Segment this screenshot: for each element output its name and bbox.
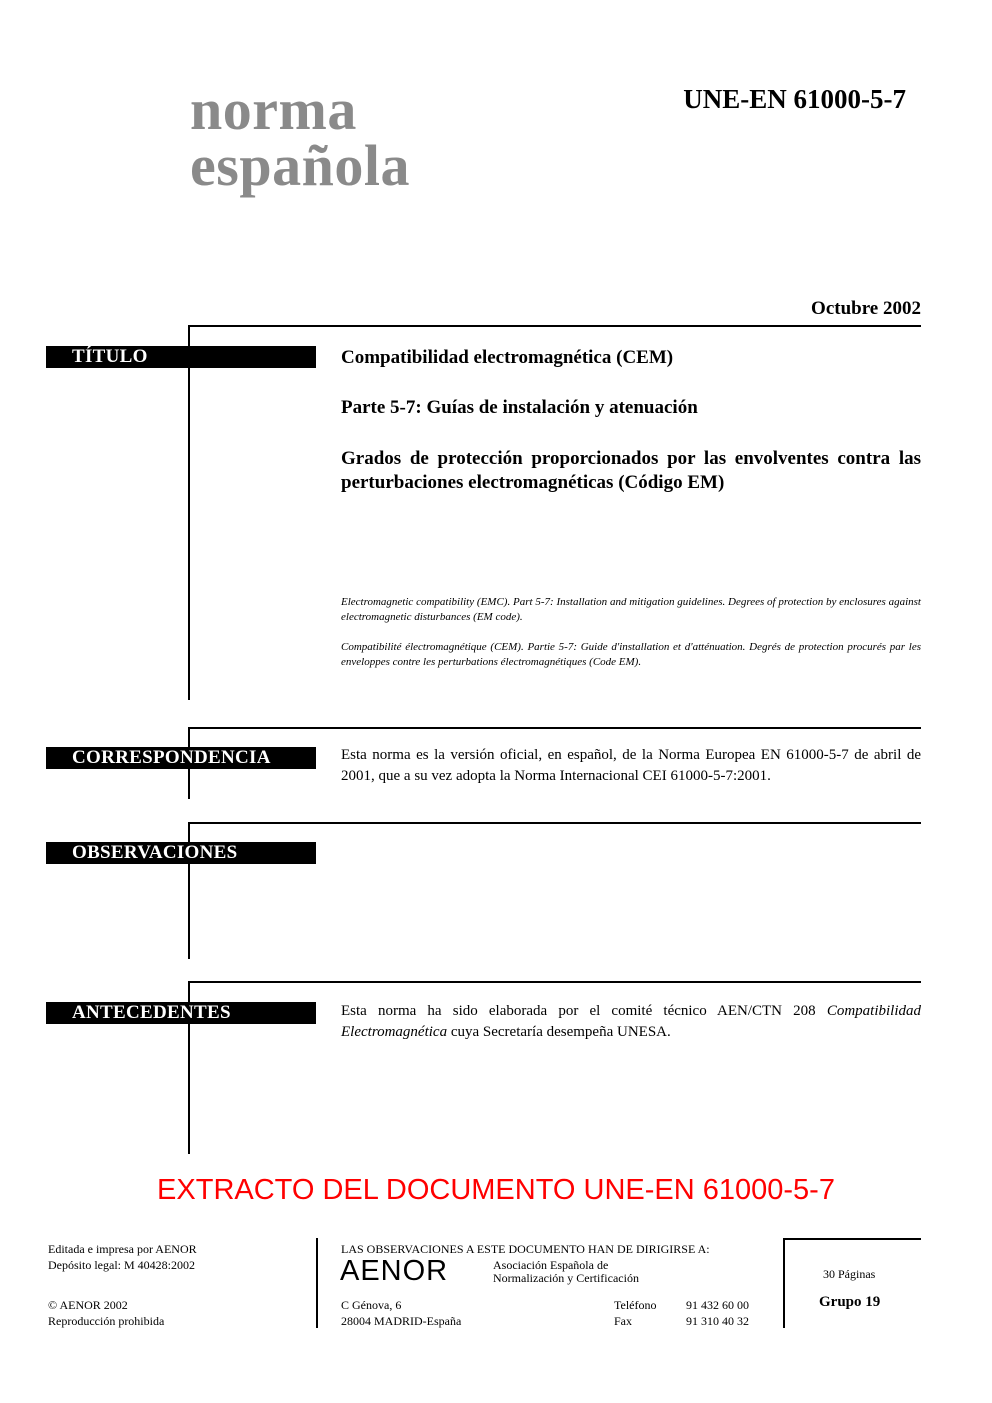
french-title: Compatibilité électromagnétique (CEM). Partie 5-7: Guide d'installation et d'atténuation. Degrés de protection procurés par les enveloppes contre les perturbations électromagnétiques (Code EM). [341, 641, 921, 668]
fax-label: Fax [614, 1314, 632, 1328]
aenor-address [341, 1297, 461, 1329]
brand-line-1: norma [190, 77, 357, 142]
phone-label: Teléfono [614, 1298, 657, 1312]
extract-banner: EXTRACTO DEL DOCUMENTO UNE-EN 61000-5-7 [157, 1174, 835, 1206]
footer-copyright: © AENOR 2002 [48, 1298, 128, 1312]
phone-number: 91 432 60 00 [686, 1298, 749, 1312]
footer-observations-note: LAS OBSERVACIONES A ESTE DOCUMENTO HAN DE DIRIGIRSE A: [341, 1242, 710, 1256]
title-line-3: Grados de protección proporcionados por las envolventes contra las perturbaciones electromagnéticas (Código EM) [341, 448, 921, 493]
standard-code: UNE-EN 61000-5-7 [683, 84, 906, 114]
publication-date: Octubre 2002 [811, 298, 921, 319]
antecedentes-committee-name: Compatibilidad Electromagnética [341, 1003, 921, 1040]
brand-title [190, 77, 410, 198]
fax-number: 91 310 40 32 [686, 1314, 749, 1328]
footer-reproduction: Reproducción prohibida [48, 1314, 165, 1328]
label-observaciones: OBSERVACIONES [46, 842, 316, 864]
group-number: Grupo 19 [819, 1294, 881, 1310]
aenor-association [493, 1259, 639, 1285]
address-line-2: 28004 MADRID-España [341, 1314, 462, 1328]
footer-edition-block [48, 1241, 197, 1273]
section-divider-titulo [189, 325, 921, 327]
assoc-line-2: Normalización y Certificación [493, 1271, 639, 1285]
footer-copyright-block [48, 1297, 164, 1329]
label-correspondencia: CORRESPONDENCIA [46, 747, 316, 769]
section-divider-correspondencia [189, 727, 921, 729]
footer-deposit: Depósito legal: M 40428:2002 [48, 1258, 195, 1272]
section-divider-observaciones [189, 822, 921, 824]
footer-divider-right [783, 1238, 785, 1328]
brand-line-2: española [190, 133, 410, 198]
page-count: 30 Páginas [823, 1267, 876, 1281]
contact-values [686, 1297, 749, 1329]
section-divider-antecedentes [189, 981, 921, 983]
english-title: Electromagnetic compatibility (EMC). Part 5-7: Installation and mitigation guidelines. Degrees of protection by enclosures against electromagnetic disturbances (EM code). [341, 596, 921, 623]
footer-edited: Editada e impresa por AENOR [48, 1242, 197, 1256]
label-titulo: TÍTULO [46, 346, 316, 368]
address-line-1: C Génova, 6 [341, 1298, 402, 1312]
title-line-1: Compatibilidad electromagnética (CEM) [341, 347, 674, 368]
footer-box-top [784, 1238, 921, 1240]
section-rule-titulo [188, 325, 190, 700]
footer-divider-left [316, 1238, 318, 1328]
antecedentes-text [341, 1001, 921, 1043]
aenor-logo: AENOR [340, 1255, 449, 1287]
assoc-line-1: Asociación Española de [493, 1258, 609, 1272]
antecedentes-text-b: cuya Secretaría desempeña UNESA. [447, 1024, 671, 1040]
title-line-2: Parte 5-7: Guías de instalación y atenuación [341, 397, 698, 418]
antecedentes-text-a: Esta norma ha sido elaborada por el comité técnico AEN/CTN 208 [341, 1003, 827, 1019]
contact-labels [614, 1297, 656, 1329]
label-antecedentes: ANTECEDENTES [46, 1002, 316, 1024]
correspondencia-text: Esta norma es la versión oficial, en español, de la Norma Europea EN 61000-5-7 de abril de 2001, que a su vez adopta la Norma Internacional CEI 61000-5-7:2001. [341, 747, 921, 784]
